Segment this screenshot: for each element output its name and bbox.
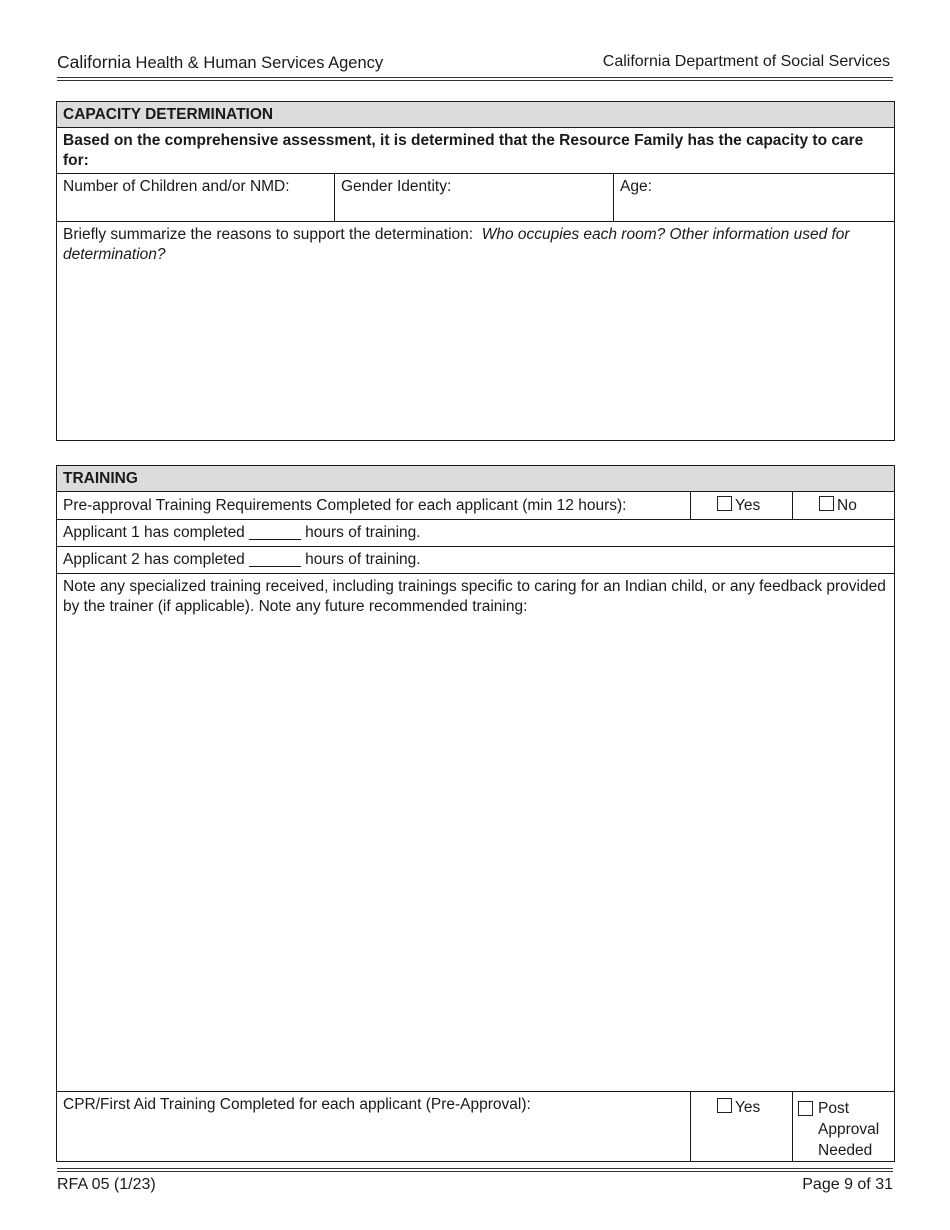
cpr-training-label: CPR/First Aid Training Completed for each applicant (Pre-Approval): [57, 1092, 691, 1162]
header-agency-rest: Health & Human Services Agency [135, 54, 384, 72]
cpr-post-label-3: Needed [818, 1142, 873, 1159]
children-count-field[interactable] [57, 174, 335, 222]
footer-rule-bottom [57, 1171, 893, 1172]
preapproval-yes-label: Yes [735, 497, 761, 514]
checkbox-icon[interactable] [819, 496, 834, 511]
applicant1-hours-field[interactable] [57, 520, 895, 547]
cpr-post-label-2: Approval [818, 1121, 880, 1138]
footer-page-number: Page 9 of 31 [802, 1176, 893, 1193]
header-agency [57, 52, 383, 73]
age-field[interactable] [614, 174, 895, 222]
header-rule-bottom [57, 80, 893, 81]
footer-form-id: RFA 05 (1/23) [57, 1176, 156, 1193]
summary-question: Who occupies each room? Other information used for determination? [63, 226, 850, 263]
age-label: Age: [620, 178, 652, 195]
training-notes-field[interactable] [57, 574, 895, 1092]
header-rule-top [57, 77, 893, 78]
cpr-yes-label: Yes [735, 1099, 761, 1116]
applicant2-hours-field[interactable] [57, 547, 895, 574]
preapproval-training-label: Pre-approval Training Requirements Completed for each applicant (min 12 hours): [57, 492, 691, 520]
cpr-yes-option[interactable] [691, 1092, 793, 1162]
footer-rule-top [57, 1168, 893, 1169]
header-department: California Department of Social Services [602, 53, 890, 70]
training-section [56, 465, 895, 1162]
gender-identity-label: Gender Identity: [341, 178, 452, 195]
preapproval-no-label: No [837, 497, 857, 514]
checkbox-icon[interactable] [717, 496, 732, 511]
cpr-post-approval-option[interactable] [793, 1092, 895, 1162]
header-agency-first: California [57, 52, 131, 72]
applicant2-hours-label: Applicant 2 has completed ______ hours of training. [63, 551, 421, 568]
children-count-label: Number of Children and/or NMD: [63, 178, 290, 195]
cpr-post-label-1: Post [818, 1100, 850, 1117]
summary-prompt: Briefly summarize the reasons to support the determination: [63, 226, 474, 243]
determination-summary-field[interactable] [57, 222, 895, 441]
applicant1-hours-label: Applicant 1 has completed ______ hours of training. [63, 524, 421, 541]
preapproval-no-option[interactable] [793, 492, 895, 520]
capacity-section-title: CAPACITY DETERMINATION [57, 102, 895, 128]
checkbox-icon[interactable] [798, 1101, 813, 1116]
gender-identity-field[interactable] [335, 174, 614, 222]
training-section-title: TRAINING [57, 466, 895, 492]
preapproval-yes-option[interactable] [691, 492, 793, 520]
checkbox-icon[interactable] [717, 1098, 732, 1113]
capacity-intro: Based on the comprehensive assessment, it is determined that the Resource Family has the capacity to care for: [57, 128, 895, 174]
training-notes-prompt: Note any specialized training received, including trainings specific to caring for an Indian child, or any feedback provided by the trainer (if applicable). Note any future recommended training: [63, 578, 886, 615]
capacity-determination-section [56, 101, 895, 441]
